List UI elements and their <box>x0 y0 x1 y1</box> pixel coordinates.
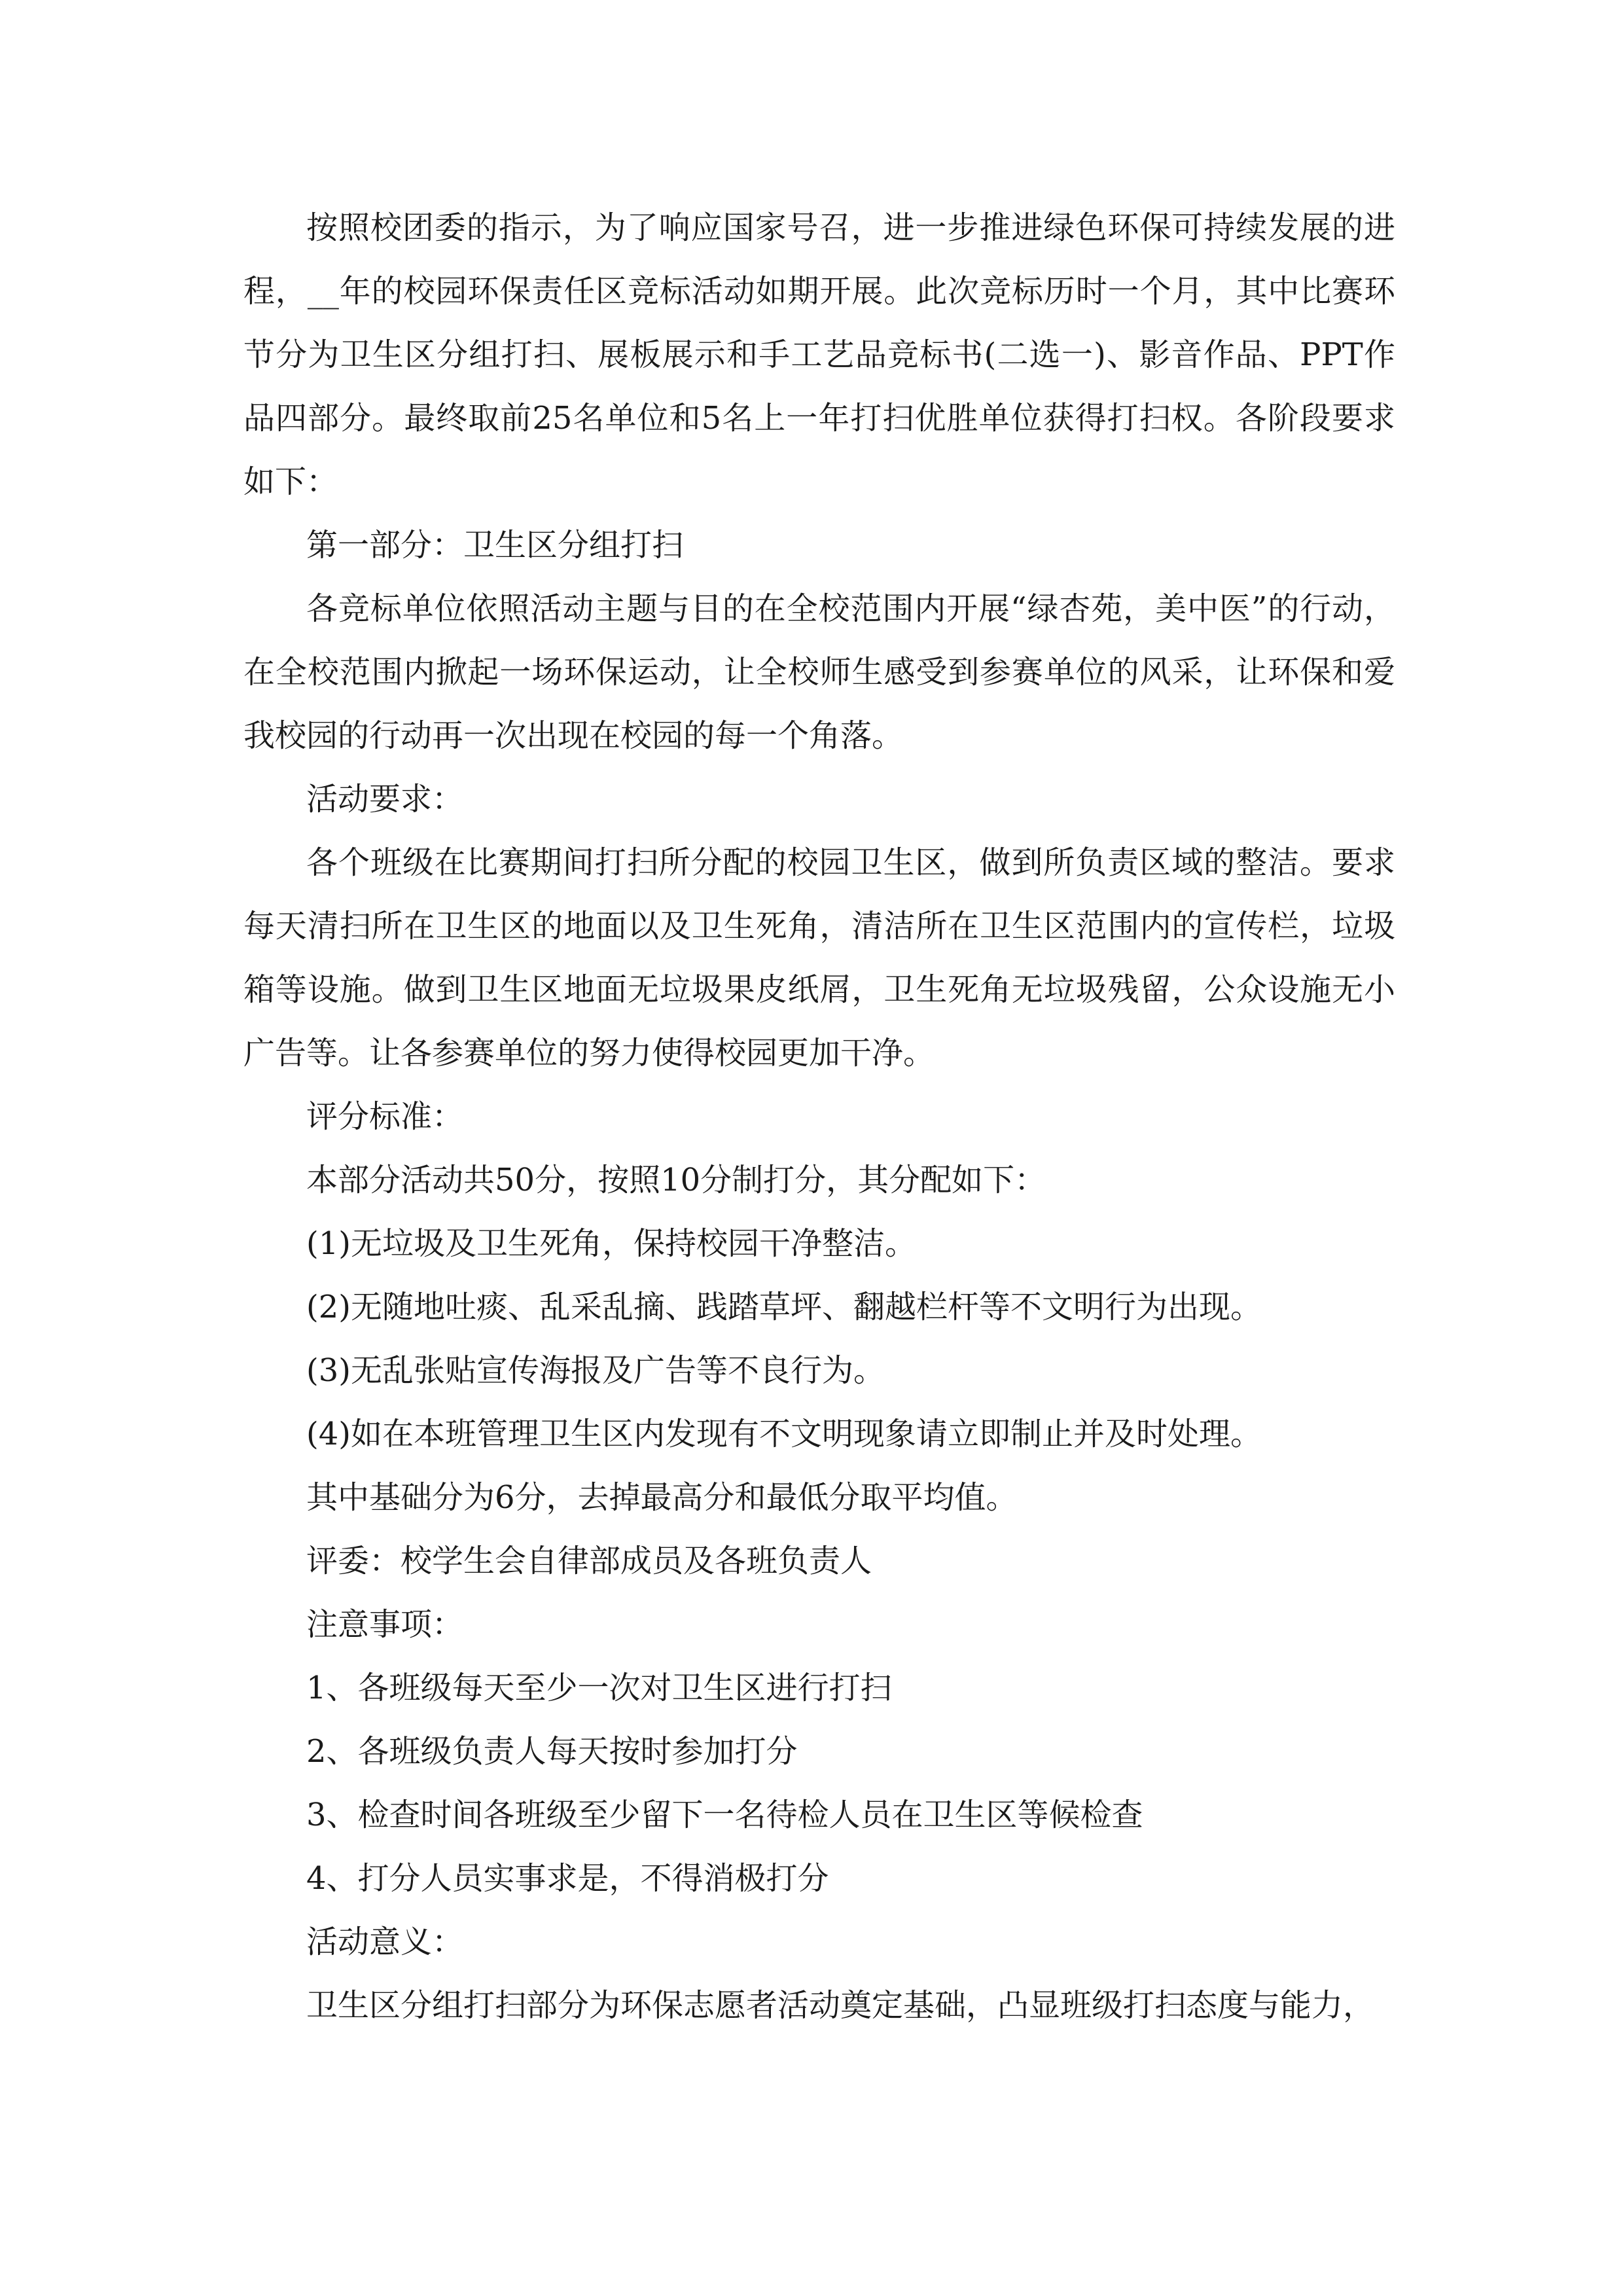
scoring-summary-line: 本部分活动共50分，按照10分制打分，其分配如下： <box>306 1162 1046 1198</box>
scoring-criteria-heading: 评分标准： <box>306 1098 464 1135</box>
activity-requirements-heading: 活动要求： <box>306 781 464 817</box>
section-heading-part-one: 第一部分：卫生区分组打扫 <box>306 527 684 564</box>
document-body <box>243 196 1395 2037</box>
activity-significance-paragraph: 卫生区分组打扫部分为环保志愿者活动奠定基础，凸显班级打扫态度与能力， <box>306 1987 1375 2024</box>
note-item-3: 3、检查时间各班级至少留下一名待检人员在卫生区等候检查 <box>306 1797 1143 1833</box>
scoring-item-3: (3)无乱张贴宣传海报及广告等不良行为。 <box>306 1352 885 1389</box>
scoring-item-2: (2)无随地吐痰、乱采乱摘、践踏草坪、翻越栏杆等不文明行为出现。 <box>306 1289 1262 1325</box>
base-score-line: 其中基础分为6分，去掉最高分和最低分取平均值。 <box>306 1479 1018 1516</box>
activity-significance-heading: 活动意义： <box>306 1924 464 1960</box>
activity-description-paragraph: 各竞标单位依照活动主题与目的在全校范围内开展“绿杏苑，美中医”的行动，在全校范围内掀起一场环保运动，让全校师生感受到参赛单位的风采，让环保和爱我校园的行动再一次出现在校园的每一个角落。 <box>243 590 1395 754</box>
note-item-2: 2、各班级负责人每天按时参加打分 <box>306 1733 798 1770</box>
note-item-4: 4、打分人员实事求是，不得消极打分 <box>306 1860 829 1897</box>
intro-paragraph: 按照校团委的指示，为了响应国家号召，进一步推进绿色环保可持续发展的进程，__年的校园环保责任区竞标活动如期开展。此次竞标历时一个月，其中比赛环节分为卫生区分组打扫、展板展示和手工艺品竞标书(二选一)、影音作品、PPT作品四部分。最终取前25名单位和5名上一年打扫优胜单位获得打扫权。各阶段要求如下： <box>243 209 1395 500</box>
note-item-1: 1、各班级每天至少一次对卫生区进行打扫 <box>306 1670 892 1706</box>
scoring-item-4: (4)如在本班管理卫生区内发现有不文明现象请立即制止并及时处理。 <box>306 1416 1262 1452</box>
activity-requirements-paragraph: 各个班级在比赛期间打扫所分配的校园卫生区，做到所负责区域的整洁。要求每天清扫所在卫生区的地面以及卫生死角，清洁所在卫生区范围内的宣传栏，垃圾箱等设施。做到卫生区地面无垃圾果皮纸屑，卫生死角无垃圾残留，公众设施无小广告等。让各参赛单位的努力使得校园更加干净。 <box>243 844 1395 1071</box>
scoring-item-1: (1)无垃圾及卫生死角，保持校园干净整洁。 <box>306 1225 916 1262</box>
judges-line: 评委：校学生会自律部成员及各班负责人 <box>306 1543 872 1579</box>
notes-heading: 注意事项： <box>306 1606 464 1643</box>
